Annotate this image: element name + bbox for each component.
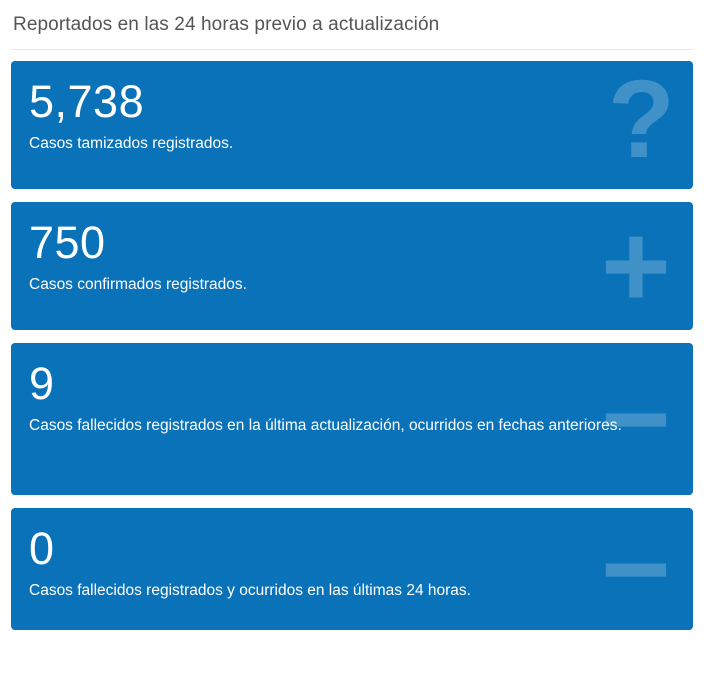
stat-card-confirmed-cases bbox=[11, 202, 693, 330]
page-title: Reportados en las 24 horas previo a actualización bbox=[13, 14, 440, 35]
plus-icon: + bbox=[600, 202, 671, 330]
stat-value: 5,738 bbox=[29, 76, 145, 127]
stat-value: 750 bbox=[29, 217, 106, 268]
stat-card-screened-cases bbox=[11, 61, 693, 189]
stat-card-deaths-previous-dates bbox=[11, 343, 693, 495]
minus-icon: − bbox=[600, 352, 671, 486]
minus-icon: − bbox=[600, 508, 671, 630]
stat-label: Casos confirmados registrados. bbox=[29, 276, 247, 293]
stat-label: Casos fallecidos registrados en la última actualización, ocurridos en fechas anteriores. bbox=[29, 417, 622, 434]
stat-card-deaths-last-24h bbox=[11, 508, 693, 630]
panel-header bbox=[11, 0, 693, 50]
stat-value: 0 bbox=[29, 523, 55, 574]
stat-label: Casos tamizados registrados. bbox=[29, 135, 234, 152]
question-mark-icon: ? bbox=[607, 61, 675, 181]
stat-label: Casos fallecidos registrados y ocurridos en las últimas 24 horas. bbox=[29, 582, 471, 599]
stat-value: 9 bbox=[29, 358, 55, 409]
stat-card-list bbox=[11, 61, 693, 630]
